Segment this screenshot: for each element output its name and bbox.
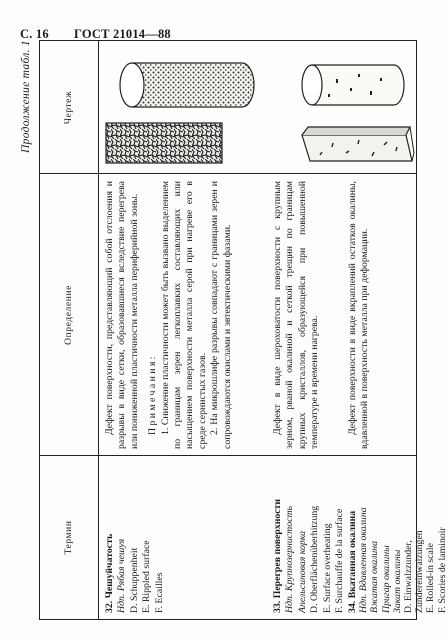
column-header-term: Термин (64, 520, 74, 555)
term-variant: E. Rippled surface (141, 540, 153, 613)
cracked-block-shape (106, 123, 222, 163)
note-item: 2. На микрошлифе разрывы совпадают с границами зерен и сопровождаются окислами и эвтектическими фазами. (209, 181, 233, 449)
term-variant: D. Schuppenheit (128, 547, 140, 613)
term-title: 33. Перегрев поверхности (272, 498, 283, 613)
term-variant: Ндп. Крупнозернистость (284, 505, 296, 613)
scale-plate-shape (302, 127, 414, 161)
table-row-34-term (347, 463, 448, 613)
term-variant: Вжатая окалина (369, 540, 381, 613)
term-variant: F. Ecailles (153, 572, 165, 613)
term-variant: Закат окалины (391, 549, 403, 613)
term-variant: Ндп. Вдавленная окалина (358, 507, 370, 613)
table-row-34-definition (347, 181, 372, 449)
note-item: 1. Снижение пластичности может быть вызвано выделением по границам зерен легкоплавких составляющих или насыщением поверхности металла серой при нагреве его в среде сернистых газов. (159, 181, 208, 449)
term-variant: F. Scories de laminoir (436, 527, 448, 613)
term-variant: Ндп. Рябая чешуя (116, 538, 128, 613)
scale-cylinder-shape (302, 65, 404, 105)
definition-text: Дефект поверхности в виде вкраплений остатков окалины, вдавленной в поверхность металла при деформации. (347, 181, 371, 449)
rotated-table-sheet (20, 40, 448, 620)
table-row-33-term (272, 463, 346, 613)
page-number: С. 16 (20, 27, 49, 41)
cracked-surface-drawing (102, 45, 272, 169)
column-header-drawing: Чертеж (64, 90, 74, 125)
term-title: 32. Чешуйчатость (104, 533, 115, 613)
rolled-in-scale-drawing (298, 45, 414, 169)
standard-code: ГОСТ 21014—88 (74, 27, 171, 41)
table-continuation-label: Продолжение табл. 1 (20, 40, 32, 153)
cracked-cylinder-shape (120, 63, 254, 107)
term-variant: E. Rolled-in scale (425, 543, 437, 613)
term-variant: E. Surface overheating (321, 523, 333, 613)
term-title: 34. Вкатанная окалина (347, 510, 358, 613)
terms-table (39, 40, 448, 620)
term-variant: Апельсиновая корка (296, 530, 308, 613)
table-row-33-definition (272, 181, 322, 449)
term-variant: D. Oberflächenüberhitzung (309, 505, 321, 613)
term-variant: D. Einwalzzunder, Zundereinwalzungen (403, 530, 426, 613)
definition-text: Дефект в виде шероховатости поверхности с крупным зерном, рваной окалиной и сеткой трещин по границам крупных кристаллов, образующейся при повышенной температуре и времени нагрева. (272, 181, 321, 449)
table-row-32-term (104, 463, 166, 613)
table-row-32-definition (104, 181, 234, 449)
column-header-definition: Определение (64, 285, 74, 345)
definition-text: Дефект поверхности, представляющий собой отслоения и разрывы в виде сетки, образовавшиеся вследствие перегрева или пониженной пластичности металла периферийной зоны. (104, 181, 140, 449)
notes-title: Примечания: (147, 354, 159, 435)
header-divider (98, 41, 99, 619)
term-variant: Пригар окалины (380, 545, 392, 613)
term-variant: F. Surchauffe de la surface (334, 508, 346, 613)
